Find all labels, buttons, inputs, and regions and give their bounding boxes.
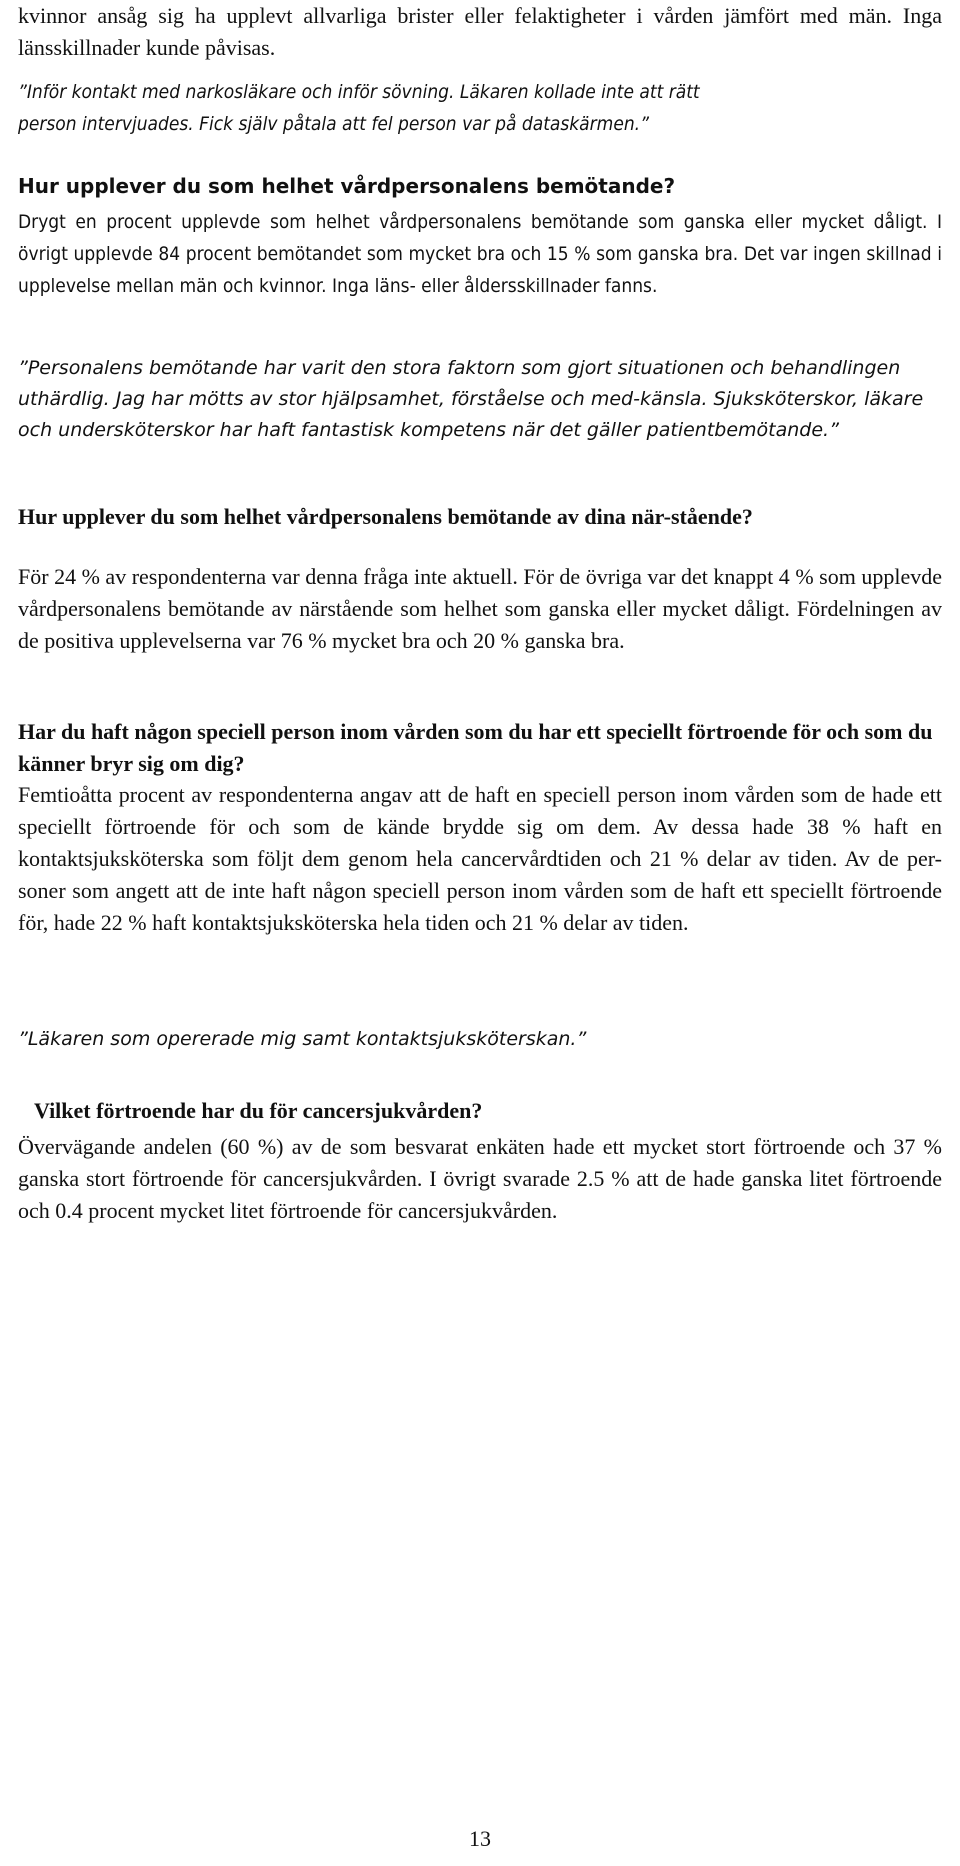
heading-staff-treatment: Hur upplever du som helhet vårdpersonalens bemötande?	[18, 174, 676, 198]
paragraph-special-person: Femtioåtta procent av respondenterna angav att de haft en speciell person inom vården som de hade ett speciellt förtroende för och som de kände brydde sig om dem. Av dessa hade 38 % haft en kontaktsjuksköterska som följt dem genom hela cancervårdtiden och 21 % delar av tiden. Av de per-soner som angett att de inte haft någon speciell person inom vården som de haft ett speciellt förtroende för, hade 22 % haft kontaktsjuksköterska hela tiden och 21 % delar av tiden.	[18, 782, 942, 935]
page-number: 13	[469, 1826, 491, 1851]
quote-staff-treatment: ”Personalens bemötande har varit den stora faktorn som gjort situationen och behandlingen uthärdlig. Jag har mötts av stor hjälpsamhet, förståelse och med-känsla. Sjuksköterskor, läkare och undersköterskor har haft fantastisk kompetens när det gäller patientbemötande.”	[18, 357, 924, 441]
quote-anesthesia: ”Inför kontakt med narkosläkare och inför sövning. Läkaren kollade inte att rätt person intervjuades. Fick själv påtala att fel person var på dataskärmen.”	[18, 81, 700, 135]
paragraph-staff-treatment: Drygt en procent upplevde som helhet vårdpersonalens bemötande som ganska eller mycket dåligt. I övrigt upplevde 84 procent bemötandet som mycket bra och 15 % som ganska bra. Det var ingen skillnad i upplevelse mellan män och kvinnor. Inga läns- eller åldersskillnader fanns.	[18, 211, 942, 297]
heading-special-person: Har du haft någon speciell person inom vården som du har ett speciellt förtroende för och som du känner bryr sig om dig?	[18, 719, 933, 776]
quote-special-person: ”Läkaren som opererade mig samt kontaktsjuksköterskan.”	[18, 1028, 587, 1050]
paragraph-trust: Övervägande andelen (60 %) av de som besvarat enkäten hade ett mycket stort förtroende och 37 % ganska stort förtroende för cancersjukvården. I övrigt svarade 2.5 % att de hade ganska litet förtroende och 0.4 procent mycket litet förtroende för cancersjukvården.	[18, 1134, 942, 1223]
heading-relatives-treatment: Hur upplever du som helhet vårdpersonalens bemötande av dina när-stående?	[18, 504, 753, 529]
paragraph-relatives-treatment: För 24 % av respondenterna var denna fråga inte aktuell. För de övriga var det knappt 4 % som upplevde vårdpersonalens bemötande av närstående som helhet som ganska eller mycket dåligt. Fördelningen av de positiva upplevelserna var 76 % mycket bra och 20 % ganska bra.	[18, 564, 942, 653]
heading-trust: Vilket förtroende har du för cancersjukvården?	[34, 1098, 483, 1123]
paragraph-intro: kvinnor ansåg sig ha upplevt allvarliga brister eller felaktigheter i vården jämfört med män. Inga länsskillnader kunde påvisas.	[18, 3, 942, 60]
